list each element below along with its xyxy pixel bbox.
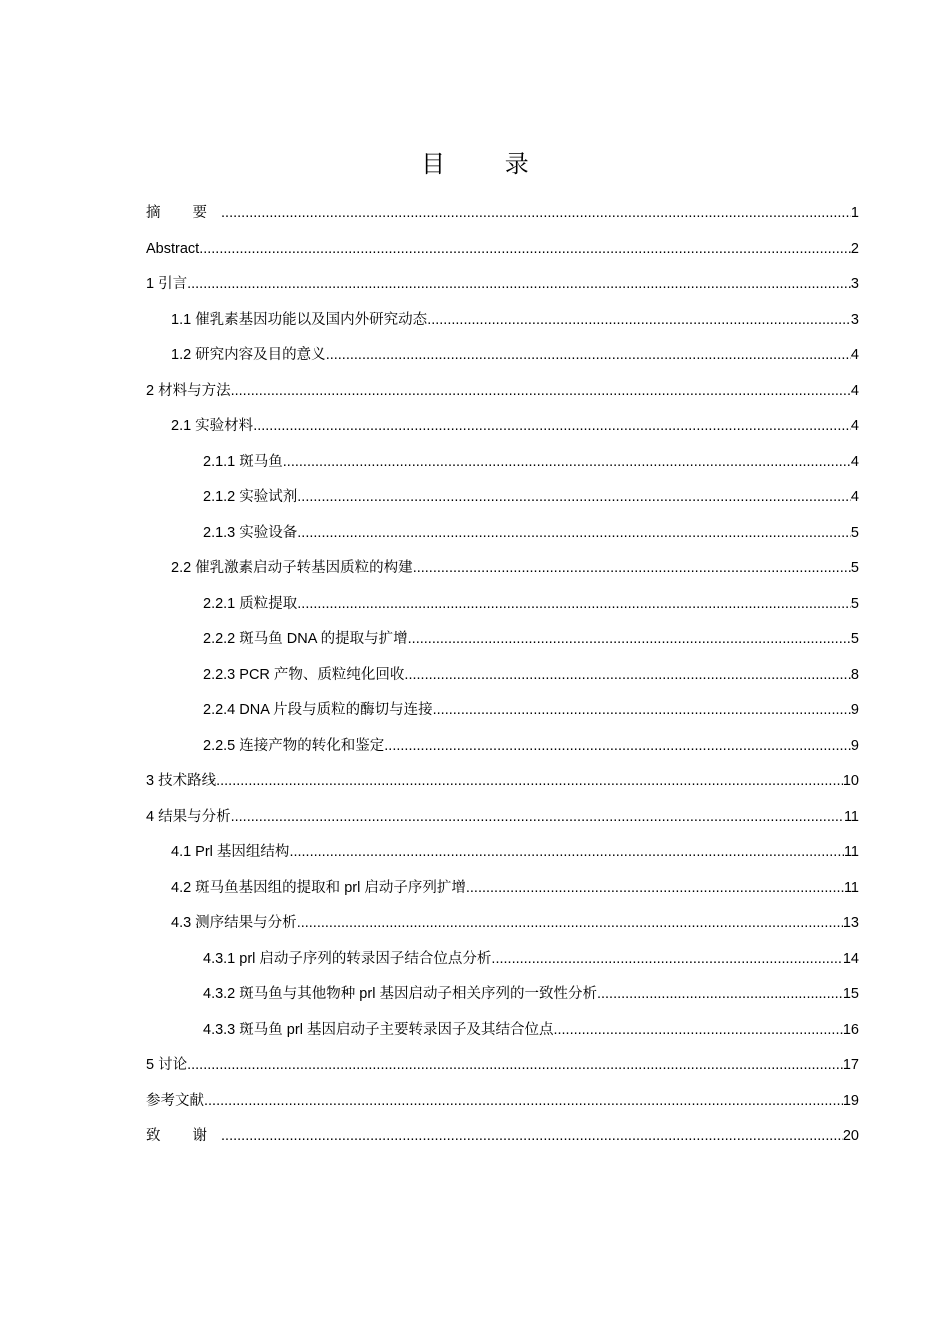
toc-page-number: 19 (842, 1092, 859, 1109)
toc-entry-title: 4.3.1 prl 启动子序列的转录因子结合位点分析 (203, 950, 492, 967)
toc-dot-leader (204, 1084, 843, 1120)
toc-page-number: 4 (850, 489, 859, 505)
toc-entry-title: 4.1 Prl 基因组结构 (171, 844, 290, 860)
toc-dot-leader (283, 445, 851, 481)
toc-dot-leader (297, 480, 851, 516)
toc-entry-title: 4 结果与分析 (146, 808, 231, 825)
toc-dot-leader (404, 658, 851, 694)
toc-dot-leader (384, 729, 851, 765)
toc-dot-leader (553, 1013, 842, 1049)
toc-entry-title: 1.1 催乳素基因功能以及国内外研究动态 (171, 311, 428, 328)
toc-entry[interactable] (146, 977, 859, 1013)
toc-page-number: 14 (842, 950, 859, 967)
toc-page-number: 9 (850, 702, 859, 718)
toc-entry[interactable] (146, 835, 859, 871)
toc-page-number: 5 (850, 595, 859, 612)
toc-entry[interactable] (146, 622, 859, 658)
toc-entry[interactable] (146, 303, 859, 339)
toc-page-number: 3 (850, 311, 859, 328)
toc-page-number: 1 (850, 205, 859, 221)
toc-page-number: 9 (850, 737, 859, 754)
toc-entry-title: 2.2.4 DNA 片段与质粒的酶切与连接 (203, 702, 433, 718)
toc-entry-title: 3 技术路线 (146, 773, 217, 789)
toc-page-number: 4 (850, 453, 859, 470)
toc-page-number: 16 (842, 1021, 859, 1038)
toc-page-number: 10 (842, 773, 859, 789)
toc-dot-leader (187, 267, 851, 303)
toc-dot-leader (297, 516, 851, 552)
toc-page-number: 4 (850, 382, 859, 399)
toc-entry-title: 2.1.3 实验设备 (203, 524, 298, 541)
toc-entry[interactable] (146, 1048, 859, 1084)
toc-entry-title: 4.3.3 斑马鱼 prl 基因启动子主要转录因子及其结合位点 (203, 1021, 554, 1038)
toc-entry[interactable] (146, 942, 859, 978)
toc-dot-leader (597, 977, 843, 1013)
toc-dot-leader (297, 587, 851, 623)
toc-entry-title: 2.1 实验材料 (171, 418, 254, 434)
toc-entry[interactable] (146, 445, 859, 481)
toc-dot-leader (433, 693, 851, 729)
toc-entry[interactable] (146, 658, 859, 694)
toc-page-number: 8 (850, 666, 859, 683)
toc-entry[interactable] (146, 764, 859, 800)
toc-page-number: 13 (842, 915, 859, 931)
toc-entry-title: 4.3.2 斑马鱼与其他物种 prl 基因启动子相关序列的一致性分析 (203, 986, 597, 1002)
toc-dot-leader (297, 906, 843, 942)
toc-page-number: 11 (843, 879, 859, 896)
toc-entry[interactable] (146, 693, 859, 729)
toc-dot-leader (491, 942, 842, 978)
toc-page-number: 11 (843, 808, 859, 825)
toc-entry[interactable] (146, 232, 859, 268)
toc-dot-leader (466, 871, 844, 907)
toc-page-number: 5 (850, 524, 859, 541)
toc-page-number: 3 (850, 276, 859, 292)
toc-entry-title: 2.1.2 实验试剂 (203, 489, 298, 505)
toc-entry-title: Abstract (146, 240, 200, 257)
toc-entry[interactable] (146, 516, 859, 552)
toc-entry-title: 2.2.5 连接产物的转化和鉴定 (203, 737, 385, 754)
toc-page-number: 17 (842, 1057, 859, 1073)
toc-dot-leader (427, 303, 851, 339)
toc-entry-title: 4.3 测序结果与分析 (171, 915, 297, 931)
toc-dot-leader (199, 232, 851, 268)
toc-entry[interactable] (146, 409, 859, 445)
toc-entry[interactable] (146, 551, 859, 587)
toc-entry[interactable] (146, 338, 859, 374)
toc-entry[interactable] (146, 587, 859, 623)
toc-dot-leader (326, 338, 851, 374)
toc-entry[interactable] (146, 871, 859, 907)
toc-dot-leader (187, 1048, 843, 1084)
toc-page-number: 5 (850, 631, 859, 647)
toc-dot-leader (289, 835, 844, 871)
toc-dot-leader (408, 622, 851, 658)
toc-entry[interactable] (146, 1084, 859, 1120)
toc-entry-title: 2.1.1 斑马鱼 (203, 453, 283, 470)
toc-entry-title: 1.2 研究内容及目的意义 (171, 347, 326, 363)
toc-entry[interactable] (146, 267, 859, 303)
toc-dot-leader (253, 409, 851, 445)
toc-entry[interactable] (146, 800, 859, 836)
toc-entry-title: 2.2.2 斑马鱼 DNA 的提取与扩增 (203, 631, 408, 647)
toc-entry-title: 2.2.3 PCR 产物、质粒纯化回收 (203, 666, 405, 683)
toc-page-number: 11 (843, 844, 859, 860)
toc-entry[interactable] (146, 1119, 859, 1155)
toc-entry[interactable] (146, 196, 859, 232)
toc-entry-title: 摘 要 (146, 205, 222, 221)
toc-entry[interactable] (146, 729, 859, 765)
toc-dot-leader (216, 764, 843, 800)
page-title: 目 录 (421, 150, 555, 178)
toc-entry-title: 4.2 斑马鱼基因组的提取和 prl 启动子序列扩增 (171, 879, 466, 896)
toc-dot-leader (413, 551, 851, 587)
toc-entry[interactable] (146, 480, 859, 516)
table-of-contents (146, 196, 859, 1155)
toc-entry-title: 参考文献 (146, 1092, 204, 1109)
toc-entry-title: 致 谢 (146, 1128, 222, 1144)
toc-page-number: 4 (850, 347, 859, 363)
toc-page-number: 5 (850, 560, 859, 576)
toc-entry-title: 2.2 催乳激素启动子转基因质粒的构建 (171, 560, 413, 576)
toc-dot-leader (221, 196, 851, 232)
toc-page-number: 15 (842, 986, 859, 1002)
toc-dot-leader (221, 1119, 843, 1155)
toc-entry-title: 1 引言 (146, 276, 188, 292)
toc-entry-title: 5 讨论 (146, 1057, 188, 1073)
toc-page-number: 2 (850, 240, 859, 257)
toc-entry-title: 2 材料与方法 (146, 382, 231, 399)
toc-dot-leader (231, 800, 844, 836)
toc-dot-leader (231, 374, 851, 410)
toc-entry-title: 2.2.1 质粒提取 (203, 595, 298, 612)
toc-entry[interactable] (146, 1013, 859, 1049)
toc-page-number: 4 (850, 418, 859, 434)
toc-entry[interactable] (146, 906, 859, 942)
toc-entry[interactable] (146, 374, 859, 410)
toc-page-number: 20 (842, 1128, 859, 1144)
